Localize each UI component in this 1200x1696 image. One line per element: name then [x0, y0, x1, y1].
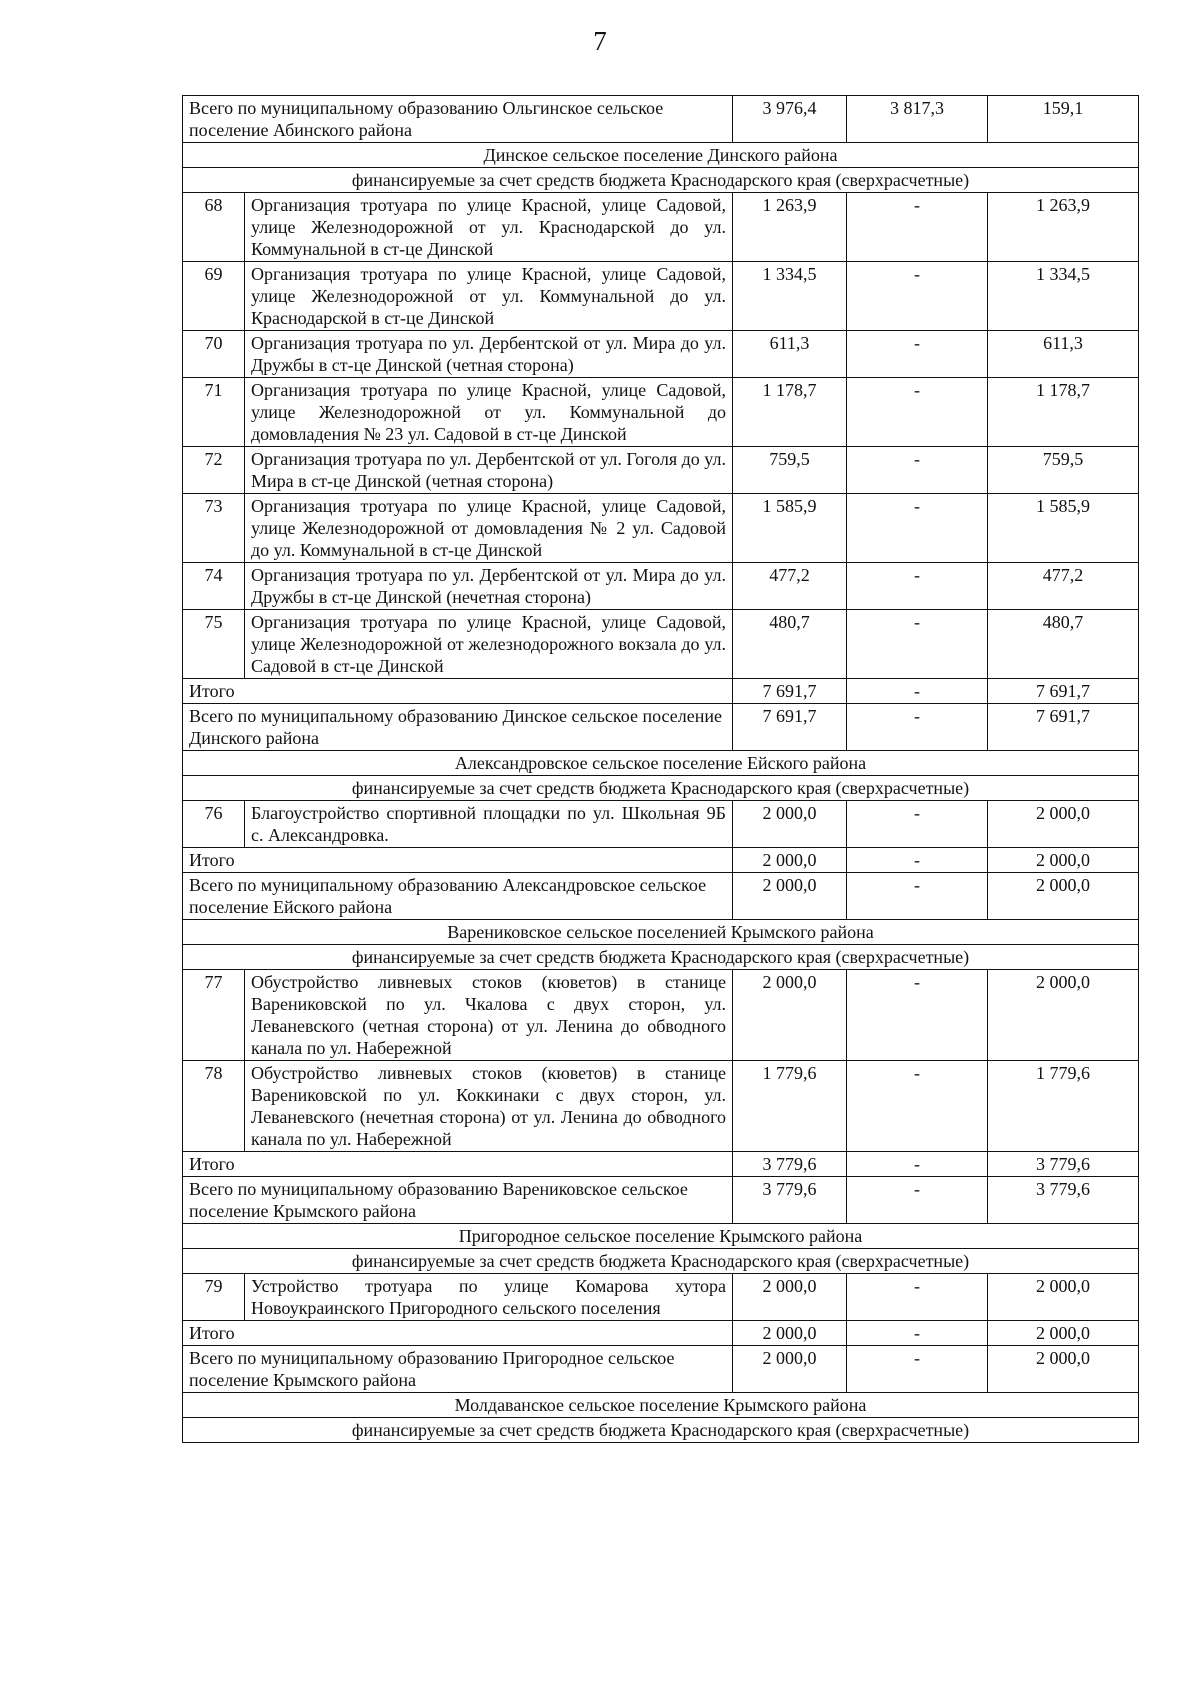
item-description: Благоустройство спортивной площадки по ул. Школьная 9Б с. Александровка.	[245, 801, 733, 848]
value-column-3: 3 779,6	[988, 1152, 1139, 1177]
funding-source-row	[183, 945, 1139, 970]
total-label: Итого	[183, 679, 733, 704]
value-column-2: -	[847, 1321, 988, 1346]
value-total: 759,5	[733, 447, 847, 494]
value-column-3: 7 691,7	[988, 704, 1139, 751]
total-label: Итого	[183, 1152, 733, 1177]
value-column-3: 2 000,0	[988, 801, 1139, 848]
value-total: 1 334,5	[733, 262, 847, 331]
item-number: 79	[183, 1274, 245, 1321]
table-row	[183, 494, 1139, 563]
value-column-3: 2 000,0	[988, 1274, 1139, 1321]
value-column-3: 3 779,6	[988, 1177, 1139, 1224]
value-column-2: -	[847, 447, 988, 494]
section-title: Александровское сельское поселение Ейского района	[183, 751, 1139, 776]
funding-source-row	[183, 776, 1139, 801]
value-column-2: -	[847, 563, 988, 610]
item-number: 71	[183, 378, 245, 447]
value-total: 2 000,0	[733, 1274, 847, 1321]
table-row	[183, 262, 1139, 331]
section-title: Динское сельское поселение Динского района	[183, 143, 1139, 168]
value-column-3: 2 000,0	[988, 1321, 1139, 1346]
total-label: Итого	[183, 848, 733, 873]
table-row	[183, 1061, 1139, 1152]
item-number: 76	[183, 801, 245, 848]
value-column-2: -	[847, 704, 988, 751]
item-description: Организация тротуара по улице Красной, улице Садовой, улице Железнодорожной от ул. Коммунальной до ул. Краснодарской в ст-це Динской	[245, 262, 733, 331]
total-row	[183, 1321, 1139, 1346]
total-row	[183, 1346, 1139, 1393]
total-row	[183, 704, 1139, 751]
value-column-2: 3 817,3	[847, 96, 988, 143]
funding-source-row	[183, 1418, 1139, 1443]
value-column-2: -	[847, 262, 988, 331]
budget-table	[182, 95, 1139, 1443]
table-row	[183, 801, 1139, 848]
value-column-3: 2 000,0	[988, 873, 1139, 920]
value-column-3: 159,1	[988, 96, 1139, 143]
value-total: 3 779,6	[733, 1177, 847, 1224]
total-label: Всего по муниципальному образованию Варениковское сельское поселение Крымского района	[183, 1177, 733, 1224]
total-row	[183, 848, 1139, 873]
value-total: 480,7	[733, 610, 847, 679]
item-number: 73	[183, 494, 245, 563]
total-label: Всего по муниципальному образованию Александровское сельское поселение Ейского района	[183, 873, 733, 920]
value-total: 2 000,0	[733, 848, 847, 873]
value-column-2: -	[847, 331, 988, 378]
item-description: Устройство тротуара по улице Комарова хутора Новоукраинского Пригородного сельского поселения	[245, 1274, 733, 1321]
value-column-3: 477,2	[988, 563, 1139, 610]
value-total: 2 000,0	[733, 1346, 847, 1393]
item-number: 69	[183, 262, 245, 331]
funding-source-title: финансируемые за счет средств бюджета Краснодарского края (сверхрасчетные)	[183, 1249, 1139, 1274]
value-total: 3 779,6	[733, 1152, 847, 1177]
value-column-3: 1 178,7	[988, 378, 1139, 447]
section-header-row	[183, 143, 1139, 168]
section-header-row	[183, 920, 1139, 945]
value-total: 7 691,7	[733, 679, 847, 704]
value-column-2: -	[847, 1274, 988, 1321]
item-description: Организация тротуара по ул. Дербентской от ул. Мира до ул. Дружбы в ст-це Динской (нечетная сторона)	[245, 563, 733, 610]
section-title: Варениковское сельское поселенией Крымского района	[183, 920, 1139, 945]
total-row	[183, 1152, 1139, 1177]
item-description: Организация тротуара по ул. Дербентской от ул. Мира до ул. Дружбы в ст-це Динской (четная сторона)	[245, 331, 733, 378]
value-column-2: -	[847, 378, 988, 447]
value-total: 1 178,7	[733, 378, 847, 447]
value-column-3: 1 779,6	[988, 1061, 1139, 1152]
table-row	[183, 563, 1139, 610]
value-total: 1 779,6	[733, 1061, 847, 1152]
table-row	[183, 378, 1139, 447]
page-number: 7	[593, 26, 607, 56]
value-total: 2 000,0	[733, 801, 847, 848]
total-row	[183, 679, 1139, 704]
item-description: Организация тротуара по ул. Дербентской от ул. Гоголя до ул. Мира в ст-це Динской (четная сторона)	[245, 447, 733, 494]
value-column-2: -	[847, 1177, 988, 1224]
value-column-3: 1 263,9	[988, 193, 1139, 262]
funding-source-title: финансируемые за счет средств бюджета Краснодарского края (сверхрасчетные)	[183, 168, 1139, 193]
value-total: 1 585,9	[733, 494, 847, 563]
funding-source-title: финансируемые за счет средств бюджета Краснодарского края (сверхрасчетные)	[183, 945, 1139, 970]
funding-source-title: финансируемые за счет средств бюджета Краснодарского края (сверхрасчетные)	[183, 1418, 1139, 1443]
item-number: 70	[183, 331, 245, 378]
value-total: 2 000,0	[733, 873, 847, 920]
funding-source-row	[183, 168, 1139, 193]
table-row	[183, 1274, 1139, 1321]
value-total: 7 691,7	[733, 704, 847, 751]
item-description: Организация тротуара по улице Красной, улице Садовой, улице Железнодорожной от железнодорожного вокзала до ул. Садовой в ст-це Динской	[245, 610, 733, 679]
section-header-row	[183, 1393, 1139, 1418]
item-description: Организация тротуара по улице Красной, улице Садовой, улице Железнодорожной от ул. Коммунальной до домовладения № 23 ул. Садовой в ст-це Динской	[245, 378, 733, 447]
total-row	[183, 873, 1139, 920]
value-total: 2 000,0	[733, 1321, 847, 1346]
table-row	[183, 970, 1139, 1061]
item-number: 78	[183, 1061, 245, 1152]
section-header-row	[183, 1224, 1139, 1249]
item-number: 68	[183, 193, 245, 262]
value-column-3: 1 334,5	[988, 262, 1139, 331]
value-column-2: -	[847, 193, 988, 262]
table-row	[183, 193, 1139, 262]
section-title: Пригородное сельское поселение Крымского района	[183, 1224, 1139, 1249]
item-description: Организация тротуара по улице Красной, улице Садовой, улице Железнодорожной от ул. Краснодарской до ул. Коммунальной в ст-це Динской	[245, 193, 733, 262]
budget-table-body	[183, 96, 1139, 1443]
value-column-3: 1 585,9	[988, 494, 1139, 563]
section-title: Молдаванское сельское поселение Крымского района	[183, 1393, 1139, 1418]
item-description: Обустройство ливневых стоков (кюветов) в станице Варениковской по ул. Чкалова с двух сторон, ул. Леваневского (четная сторона) от ул. Ленина до обводного канала по ул. Набережной	[245, 970, 733, 1061]
value-total: 3 976,4	[733, 96, 847, 143]
item-number: 75	[183, 610, 245, 679]
value-column-2: -	[847, 848, 988, 873]
item-description: Обустройство ливневых стоков (кюветов) в станице Варениковской по ул. Коккинаки с двух сторон, ул. Леваневского (нечетная сторона) от ул. Ленина до обводного канала по ул. Набережной	[245, 1061, 733, 1152]
value-total: 477,2	[733, 563, 847, 610]
table-row	[183, 331, 1139, 378]
value-column-2: -	[847, 970, 988, 1061]
item-number: 77	[183, 970, 245, 1061]
value-column-3: 2 000,0	[988, 848, 1139, 873]
item-number: 74	[183, 563, 245, 610]
value-column-2: -	[847, 1061, 988, 1152]
value-column-2: -	[847, 801, 988, 848]
value-column-3: 759,5	[988, 447, 1139, 494]
funding-source-title: финансируемые за счет средств бюджета Краснодарского края (сверхрасчетные)	[183, 776, 1139, 801]
total-row	[183, 1177, 1139, 1224]
value-column-2: -	[847, 1152, 988, 1177]
item-number: 72	[183, 447, 245, 494]
value-column-2: -	[847, 873, 988, 920]
table-row	[183, 610, 1139, 679]
value-total: 611,3	[733, 331, 847, 378]
value-column-3: 480,7	[988, 610, 1139, 679]
total-label: Всего по муниципальному образованию Пригородное сельское поселение Крымского района	[183, 1346, 733, 1393]
section-header-row	[183, 751, 1139, 776]
value-column-3: 611,3	[988, 331, 1139, 378]
value-total: 1 263,9	[733, 193, 847, 262]
table-row	[183, 447, 1139, 494]
value-column-3: 2 000,0	[988, 970, 1139, 1061]
value-column-3: 7 691,7	[988, 679, 1139, 704]
funding-source-row	[183, 1249, 1139, 1274]
value-total: 2 000,0	[733, 970, 847, 1061]
value-column-2: -	[847, 494, 988, 563]
item-description: Организация тротуара по улице Красной, улице Садовой, улице Железнодорожной от домовладения № 2 ул. Садовой до ул. Коммунальной в ст-це Динской	[245, 494, 733, 563]
value-column-2: -	[847, 610, 988, 679]
total-label: Итого	[183, 1321, 733, 1346]
value-column-2: -	[847, 679, 988, 704]
value-column-2: -	[847, 1346, 988, 1393]
value-column-3: 2 000,0	[988, 1346, 1139, 1393]
total-row	[183, 96, 1139, 143]
total-label: Всего по муниципальному образованию Динское сельское поселение Динского района	[183, 704, 733, 751]
total-label: Всего по муниципальному образованию Ольгинское сельское поселение Абинского района	[183, 96, 733, 143]
